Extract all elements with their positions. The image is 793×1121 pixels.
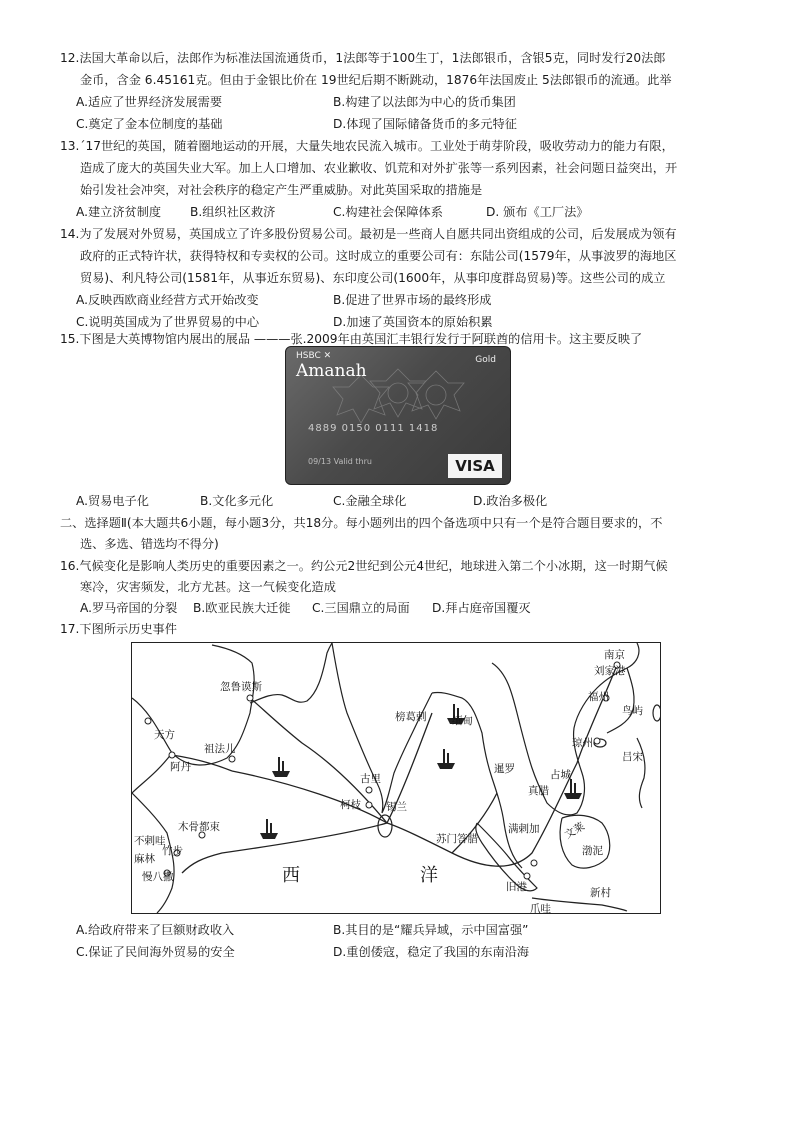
map-label-adan: 阿丹 [170,761,191,773]
map-label-manbasa: 慢八撒 [142,871,174,883]
q16-option-d[interactable]: D.拜占庭帝国覆灭 [432,601,531,615]
map-label-lvsong: 吕宋 [622,751,643,763]
q15-option-c[interactable]: C.金融全球化 [333,494,407,508]
map-label-xincun: 新村 [590,887,611,899]
q14-option-d[interactable]: D.加速了英国资本的原始积累 [333,315,493,329]
map-label-kezhi: 柯枝 [340,799,361,811]
map-label-zhubu: 竹步 [162,845,183,857]
map-label-zhuawa: 爪哇 [530,903,551,915]
card-number: 4889 0150 0111 1418 [308,423,439,434]
card-brand-name: Amanah [296,361,367,381]
q13-stem-line3: 始引发社会冲突，对社会秩序的稳定产生严重威胁。对此英国采取的措施是 [80,183,483,197]
q13-stem-line2: 造成了庞大的英国失业大军。加上人口增加、农业歉收、饥荒和对外扩张等一系列因素，社会问题日益突出，开 [80,161,678,175]
q12-option-b[interactable]: B.构建了以法郎为中心的货币集团 [333,95,516,109]
q12-option-d[interactable]: D.体现了国际储备货币的多元特征 [333,117,517,131]
q15-stem-line1: 15.下图是大英博物馆内展出的展品 ———张.2009年由英国汇丰银行发行于阿联酋的信用卡。这主要反映了 [60,332,643,346]
map-drawing [132,643,660,913]
q13-option-b[interactable]: B.组织社区救济 [190,205,276,219]
map-label-tianfang: 天方 [154,729,175,741]
q14-stem-line2: 政府的正式特许状，获得特权和专卖权的公司。这时成立的重要公司有：东陆公司(1579年，从事波罗的海地区 [80,249,677,263]
map-label-xianluo: 暹罗 [494,763,515,775]
q12-option-c[interactable]: C.奠定了金本位制度的基础 [76,117,223,131]
map-label-niaoyu: 鸟屿 [622,705,643,717]
map-label-jiugang: 旧港 [506,881,527,893]
q13-option-a[interactable]: A.建立济贫制度 [76,205,162,219]
q14-option-c[interactable]: C.说明英国成为了世界贸易的中心 [76,315,260,329]
map-label-manlajia: 满剌加 [508,823,540,835]
map-label-miandian: 缅甸 [452,715,473,727]
map-label-hulumosi: 忽鲁谟斯 [220,681,262,693]
map-label-nanjing: 南京 [604,649,625,661]
section2-heading-line1: 二、选择题Ⅱ(本大题共6小题，每小题3分，共18分。每小题列出的四个备选项中只有一个是符合题目要求的，不 [60,516,663,530]
map-label-malin: 麻林 [134,853,155,865]
map-label-wenlai: 文莱 [562,820,587,842]
card-bank-name: HSBC ✕ [296,351,332,361]
q13-option-d[interactable]: D. 颁布《工厂法》 [486,205,589,219]
credit-card-image [285,346,511,485]
q16-option-b[interactable]: B.欧亚民族大迁徙 [193,601,291,615]
map-label-bulawa: 不剌哇 [134,835,166,847]
map-label-guli: 古里 [360,773,381,785]
map-label-sumendala: 苏门答腊 [436,833,478,845]
q15-option-a[interactable]: A.贸易电子化 [76,494,149,508]
q12-stem-line1: 12.法国大革命以后，法郎作为标准法国流通货币，1法郎等于100生丁，1法郎银币，含银5克，同时发行20法郎 [60,51,666,65]
map-label-banggela: 榜葛剌 [395,711,427,723]
card-tier: Gold [475,355,496,365]
visa-logo: VISA [448,454,502,478]
q17-option-b[interactable]: B.其目的是“耀兵异域，示中国富强” [333,923,529,937]
q15-option-b[interactable]: B.文化多元化 [200,494,274,508]
q17-stem-line1: 17.下图所示历史事件 [60,622,177,636]
map-label-zufaer: 祖法儿 [204,743,236,755]
q12-option-a[interactable]: A.适应了世界经济发展需要 [76,95,223,109]
map-label-liujiagang: 刘家港 [594,665,626,677]
q17-option-d[interactable]: D.重创倭寇，稳定了我国的东南沿海 [333,945,530,959]
q15-option-d[interactable]: D.政治多极化 [473,494,548,508]
q14-stem-line3: 贸易)、利凡特公司(1581年，从事近东贸易)、东印度公司(1600年，从事印度群岛贸易)等。这些公司的成立 [80,271,666,285]
q14-option-b[interactable]: B.促进了世界市场的最终形成 [333,293,492,307]
q16-stem-line2: 寒冷，灾害频发，北方尤甚。这一气候变化造成 [80,580,336,594]
map-label-boni: 渤泥 [582,845,603,857]
q16-option-c[interactable]: C.三国鼎立的局面 [312,601,410,615]
q12-stem-line2: 金币，含金 6.45161克。但由于金银比价在 19世纪后期不断跳动，1876年法国废止 5法郎银币的流通。此举 [80,73,672,87]
map-label-qiongzhou: 琼州 [572,737,593,749]
map-label-xiyang-xi: 西 [282,865,302,886]
q17-option-c[interactable]: C.保证了民间海外贸易的安全 [76,945,235,959]
section2-heading-line2: 选、多选、错选均不得分) [80,537,219,551]
q13-stem-line1: 13.´17世纪的英国，随着圈地运动的开展，大量失地农民流入城市。工业处于萌芽阶段，吸收劳动力的能力有限， [60,139,674,153]
q13-option-c[interactable]: C.构建社会保障体系 [333,205,443,219]
q14-stem-line1: 14.为了发展对外贸易，英国成立了许多股份贸易公司。最初是一些商人自愿共同出资组成的公司，后发展成为领有 [60,227,677,241]
card-expiry: 09/13 Valid thru [308,457,372,466]
q17-option-a[interactable]: A.给政府带来了巨额财政收入 [76,923,235,937]
map-label-fuzhou: 福州 [588,691,609,703]
map-label-mulagudong: 木骨都束 [178,821,220,833]
q16-stem-line1: 16.气候变化是影响人类历史的重要因素之一。约公元2世纪到公元4世纪，地球进入第二个小冰期，这一时期气候 [60,559,668,573]
map-label-xiyang-yang: 洋 [420,865,440,886]
map-label-zhancheng: 占城 [550,769,571,781]
map-label-xilan: 锡兰 [386,801,407,813]
q16-option-a[interactable]: A.罗马帝国的分裂 [80,601,178,615]
q14-option-a[interactable]: A.反映西欧商业经营方式开始改变 [76,293,259,307]
map-label-zhenla: 真腊 [528,785,549,797]
zheng-he-voyage-map [131,642,661,914]
